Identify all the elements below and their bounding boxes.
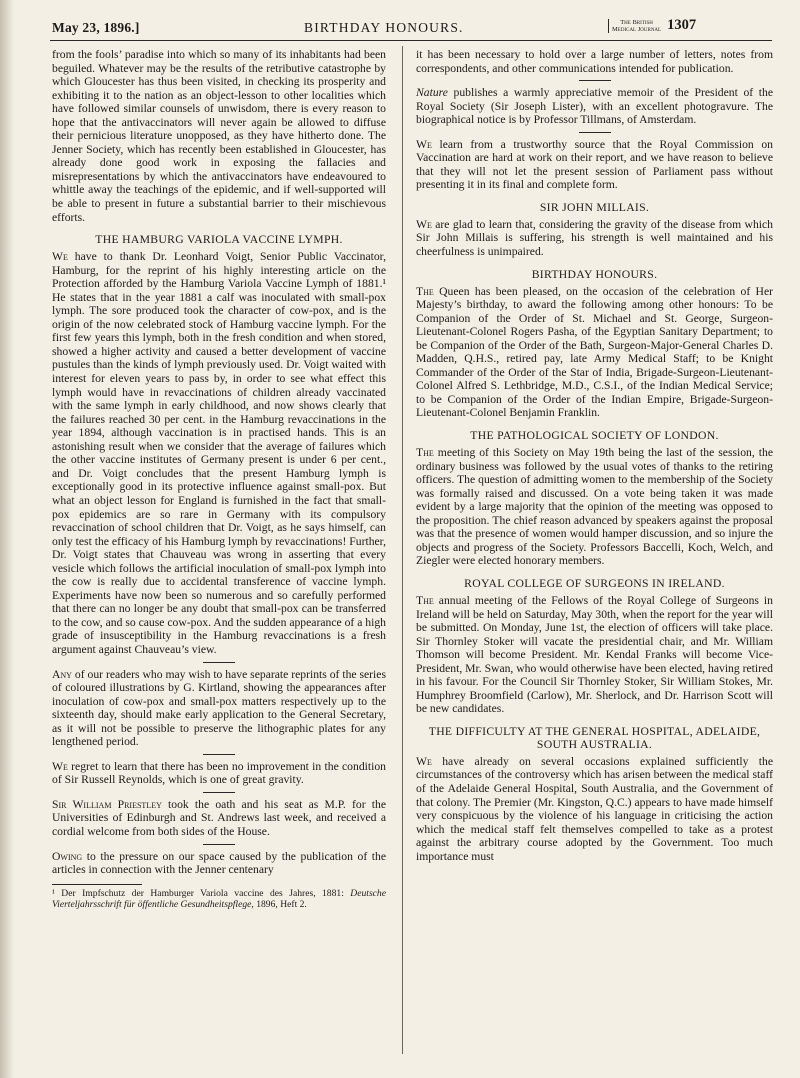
heading-pathological-society: THE PATHOLOGICAL SOCIETY OF LONDON. (470, 429, 719, 443)
paragraph-reprints (52, 668, 386, 749)
paragraph-body: to the pressure on our space caused by the publication of the articles in connection with the Jenner centenary (52, 849, 386, 877)
paragraph-body: regret to learn that there has been no improvement in the condition of Sir Russell Reynolds, which is one of great gravity. (52, 759, 386, 787)
section-rule (203, 792, 235, 793)
footnote-text: ¹ Der Impfschutz der Hamburger Variola vaccine des Jahres, 1881: (52, 887, 351, 899)
paragraph-pathological (416, 446, 773, 568)
paragraph-body: have to thank Dr. Leonhard Voigt, Senior Public Vaccinator, Hamburg, for the reprint of his highly interesting article on the Protection afforded by the Hamburg Variola Vaccine Lymph of 1881.¹ He states that in the year 1881 a calf was inoculated with small-pox lymph. The sore produced took the character of cow-pox, and is the origin of the now celebrated stock of Hamburg vaccine lymph. For the first few years this lymph, both in the fresh condition and when stored, showed a higher activity and caused a better development of vaccine pustules than the kinds of lymph previously used. Dr. Voigt waited with interest for eleven years to pass by, in order to see what effect this lymph would have in revaccinations of children already vaccinated with the same lymph in early childhood, and now shows clearly that the failures reached 30 per cent. in the Hamburg revaccinations in the year 1894, although vaccination is in practised hands. This is an astonishing result when we consider that the average of failures which the other vaccine institutes of Germany present is under 6 per cent., and Dr. Voigt concludes that the present Hamburg lymph is exceptionally good in its protective influence against small-pox. But what an object lesson for England is furnished in the fact that small-pox epidemics are so rare in Germany with its compulsory revaccination of school children that Dr. Voigt, as he says himself, can only test the efficacy of his Hamburg lymph by revaccinations! Further, Dr. Voigt states that Chauveau was wrong in asserting that every vesicle which follows the artificial inoculation of small-pox lymph into the cow is really due to accidental transference of vaccine lymph. Experiments have now been so numerous and so carefully performed that there can no longer be any doubt that small-pox can be transferred to the cow, and so cause cow-pox. And the sudden appearance of a high grade of insusceptibility in the Hamburg revaccinations is a fresh argument against Chauveau’s view. (52, 250, 386, 656)
heading-rcsi: ROYAL COLLEGE OF SURGEONS IN IRELAND. (464, 576, 725, 590)
paragraph-hamburg (52, 250, 386, 656)
section-rule (579, 132, 611, 133)
section-rule (203, 662, 235, 663)
paragraph-commission (416, 138, 773, 192)
paragraph-rcsi (416, 594, 773, 716)
footnote-journal-title: Deutsche Vierteljahrsschrift für öffentliche Gesundheitspflege (52, 887, 386, 910)
left-column (52, 48, 386, 910)
paragraph-lead: Owing (52, 849, 83, 863)
paragraph-lead: The (416, 284, 434, 298)
journal-masthead-line2: Medical Journal (612, 25, 662, 33)
paragraph-millais (416, 218, 773, 259)
paragraph-pressure (52, 850, 386, 877)
section-rule (203, 754, 235, 755)
header-rule (50, 40, 772, 41)
paragraph-reynolds (52, 760, 386, 787)
header-section-title: BIRTHDAY HONOURS. (304, 20, 464, 35)
paragraph-lead: Sir William Priestley (52, 797, 162, 811)
paragraph-priestley (52, 798, 386, 839)
paragraph-lead: We (416, 137, 432, 151)
paragraph-body: Queen has been pleased, on the occasion of the celebration of Her Majesty’s birthday, to award the following among other honours: To be Companion of the Order of St. Michael and St. George, Surgeon-Lieutenant-Colonel Rogers Pasha, of the Egyptian Sanitary Department; to be Companion of the Order of the Bath, Surgeon-Major-General Charles D. Madden, Q.H.S., retired pay, late Army Medical Staff; to be Knight Commander of the Order of the Star of India, Brigade-Surgeon-Lieutenant-Colonel Alfred S. Lethbridge, M.D., C.S.I., of the Indian Medical Service; to be Companion of the Order of the Indian Empire, Brigade-Surgeon-Lieutenant-Colonel Benjamin Franklin. (416, 284, 773, 420)
journal-masthead-line1: The British (620, 18, 653, 26)
right-column (416, 48, 773, 865)
section-rule (203, 844, 235, 845)
heading-hamburg-lymph: THE HAMBURG VARIOLA VACCINE LYMPH. (95, 233, 343, 247)
column-divider (402, 46, 403, 1054)
paragraph-lead: We (416, 217, 432, 231)
paragraph-lead: The (416, 446, 434, 460)
header-journal (608, 17, 696, 34)
footnote-rule (52, 884, 142, 885)
paragraph-lead: We (52, 759, 68, 773)
paragraph-lead: Any (52, 667, 72, 681)
paragraph-held-over: it has been necessary to hold over a large number of letters, notes from correspondents, and other communications intended for publication. (416, 48, 773, 75)
paragraph-body: of our readers who may wish to have separate reprints of the series of coloured illustrations by G. Kirtland, showing the appearances after inoculation of cow-pox and small-pox matters respectively up to the sixteenth day, should make early application to the General Secretary, as it will not be possible to preserve the lithographic plates for any lengthened period. (52, 667, 386, 749)
paragraph-body: meeting of this Society on May 19th being the last of the session, the ordinary business was followed by the usual votes of thanks to the retiring officers. The question of admitting women to the membership of the Society was formally raised and discussed. On a vote being taken it was made evident by a large majority that the opinion of the meeting was opposed to the proposition. The chief reason advanced by speakers against the proposal was that the presence of women would hamper discussion, and so injure the objects and progress of the Society. Professors Baccelli, Koch, Welch, and Ziegler were elected honorary members. (416, 446, 773, 568)
paragraph-body: publishes a warmly appreciative memoir of the President of the Royal Society (Sir Joseph Lister), with an excellent photogravure. The biographical notice is by Professor Tillmans, of Amsterdam. (416, 86, 773, 127)
paragraph-gloucester: from the fools’ paradise into which so many of its inhabitants had been beguiled. Whatever may be the results of the retributive catastrophe by which Gloucester has thus been visited, in checking its prosperity and exhibiting it to the nation as an object-lesson to other localities which have followed similar counsels of unwisdom, there is every reason to hope that the antivaccinators will never again be allowed to diffuse their pernicious literature unopposed, as they have hitherto done. The Jenner Society, which has recently been established in Gloucester, has already done good work in exposing the fallacies and misrepresentations by which the antivaccinators have endeavoured to whittle away the teachings of the epidemic, and if well-supported will be able to present in future a substantial barrier to their mischievous efforts. (52, 48, 386, 224)
paragraph-lead: The (416, 593, 434, 607)
heading-birthday-honours: BIRTHDAY HONOURS. (531, 267, 658, 281)
heading-adelaide: THE DIFFICULTY AT THE GENERAL HOSPITAL, ADELAIDE, SOUTH AUSTRALIA. (428, 724, 761, 751)
header-date: May 23, 1896.] (52, 20, 140, 35)
section-rule (579, 80, 611, 81)
paragraph-lead: We (52, 250, 68, 264)
footnote-text-end: , 1896, Heft 2. (251, 898, 307, 910)
paragraph-lead: We (416, 754, 432, 768)
paragraph-nature (416, 86, 773, 127)
page-edge-shadow (0, 0, 14, 1078)
journal-masthead (608, 19, 661, 33)
heading-millais: SIR JOHN MILLAIS. (539, 200, 650, 214)
paragraph-body: annual meeting of the Fellows of the Royal College of Surgeons in Ireland will be held on Saturday, May 30th, when the report for the year will be submitted. On Monday, June 1st, the election of officers will take place. Sir Thornley Stoker will vacate the presidential chair, and Mr. William Thomson will become President. Mr. Kendal Franks will become Vice-President, Mr. Swan, who would otherwise have been elected, having retired in his favour. For the Council Sir Thornley Stoker, Sir William Stokes, Mr. Humphrey Broomfield (Carlow), Mr. Sherlock, and Dr. Harrison Scott will be new candidates. (416, 593, 773, 716)
paragraph-body: took the oath and his seat as M.P. for the Universities of Edinburgh and St. Andrews last week, and received a cordial welcome from both sides of the House. (52, 797, 386, 838)
paragraph-body: learn from a trustworthy source that the Royal Commission on Vaccination are hard at work on their report, and we have reason to believe that they will not let the present session of Parliament pass without presenting it in its final and complete form. (416, 137, 773, 192)
paragraph-body: are glad to learn that, considering the gravity of the disease from which Sir John Millais is suffering, his strength is well maintained and his cheerfulness is unimpaired. (416, 217, 773, 259)
page-number: 1307 (667, 17, 697, 33)
paragraph-body: have already on several occasions explained sufficiently the circumstances of the controversy which has arisen between the medical staff of the Adelaide General Hospital, South Australia, and the Government of that colony. The Premier (Mr. Kingston, Q.C.) appears to have made himself very conspicuous by the violence of his language in criticising the action which the medical staff felt themselves compelled to take as a protest against the arbitrary course adopted by the Government. Too much importance must (416, 754, 773, 863)
paragraph-birthday (416, 285, 773, 420)
footnote (52, 888, 386, 910)
paragraph-adelaide (416, 755, 773, 863)
paragraph-lead: Nature (416, 86, 448, 100)
